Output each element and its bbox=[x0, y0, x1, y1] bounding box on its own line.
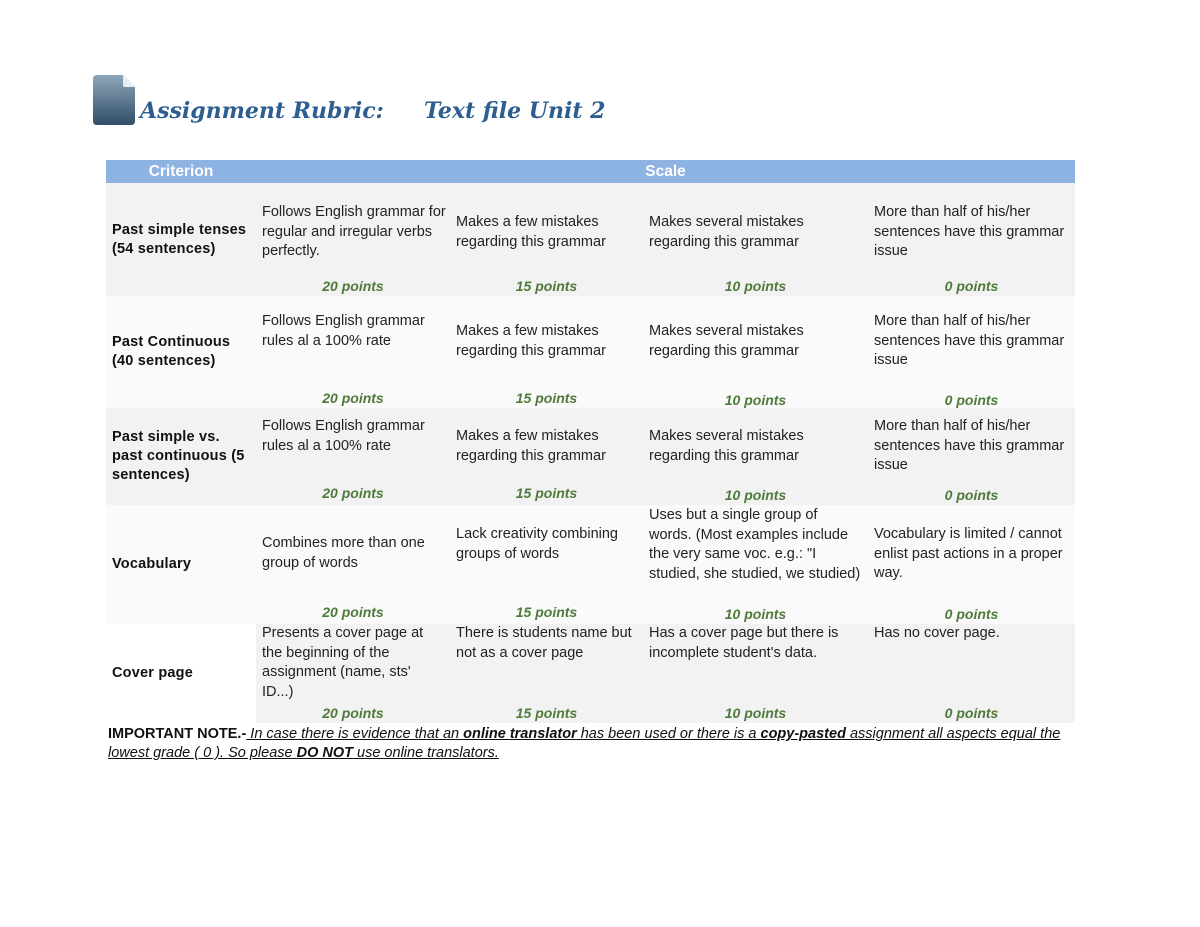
level-points: 10 points bbox=[724, 278, 787, 294]
page-title bbox=[140, 98, 606, 124]
level-description: Presents a cover page at the beginning of the assignment (name, sts' ID...) bbox=[262, 625, 424, 700]
level-description: More than half of his/her sentences have this grammar issue bbox=[874, 418, 1065, 473]
note-emphasis: online translator bbox=[463, 726, 577, 742]
note-text: assignment all aspects equal the lowest grade ( 0 ). So please bbox=[108, 726, 1061, 761]
level-points: 10 points bbox=[724, 487, 787, 503]
level-description: Follows English grammar rules al a 100% rate bbox=[262, 313, 425, 349]
criterion-header: Criterion bbox=[106, 160, 256, 183]
scale-header: Scale bbox=[256, 160, 1075, 183]
note-text: In case there is evidence that an bbox=[246, 726, 464, 742]
note-label: IMPORTANT NOTE.- bbox=[108, 726, 247, 742]
criterion-cell: Past simple vs. past continuous (5 sentences) bbox=[106, 408, 256, 505]
level-points: 10 points bbox=[724, 705, 787, 721]
level-description: Makes several mistakes regarding this grammar bbox=[649, 323, 804, 359]
note-text: has been used or there is a bbox=[576, 726, 761, 742]
level-points: 15 points bbox=[515, 604, 578, 620]
level-points: 20 points bbox=[322, 705, 384, 721]
level-description: Has a cover page but there is incomplete student's data. bbox=[649, 625, 839, 661]
level-points: 15 points bbox=[515, 278, 578, 294]
title-label: Assignment Rubric: bbox=[140, 98, 384, 124]
level-points: 10 points bbox=[724, 392, 787, 408]
criterion-cell: Vocabulary bbox=[106, 505, 256, 624]
level-points: 0 points bbox=[944, 487, 999, 503]
level-description: More than half of his/her sentences have this grammar issue bbox=[874, 313, 1065, 368]
level-description: Lack creativity combining groups of words bbox=[456, 526, 618, 562]
level-description: Vocabulary is limited / cannot enlist past actions in a proper way. bbox=[874, 526, 1063, 581]
level-points: 0 points bbox=[944, 705, 999, 721]
level-description: Combines more than one group of words bbox=[262, 535, 425, 571]
table-row bbox=[106, 505, 1075, 624]
subject-label: Text file Unit 2 bbox=[424, 98, 606, 124]
level-description: Makes a few mistakes regarding this grammar bbox=[456, 323, 606, 359]
level-description: Has no cover page. bbox=[874, 625, 1000, 641]
level-points: 0 points bbox=[944, 606, 999, 622]
note-emphasis: DO NOT bbox=[296, 745, 353, 761]
document-icon bbox=[93, 75, 135, 125]
table-row bbox=[106, 183, 1075, 296]
level-points: 20 points bbox=[322, 278, 384, 294]
criterion-cell: Past Continuous (40 sentences) bbox=[106, 296, 256, 408]
level-description: Makes a few mistakes regarding this grammar bbox=[456, 214, 606, 250]
table-row bbox=[106, 624, 1075, 723]
level-description: Follows English grammar for regular and irregular verbs perfectly. bbox=[262, 204, 446, 259]
level-description: Uses but a single group of words. (Most examples include the very same voc. e.g.: "I studied, she studied, we studied) bbox=[649, 507, 861, 582]
level-points: 15 points bbox=[515, 390, 578, 406]
level-description: Makes a few mistakes regarding this grammar bbox=[456, 428, 606, 464]
rubric-table bbox=[106, 160, 1075, 723]
criterion-cell: Past simple tenses (54 sentences) bbox=[106, 183, 256, 296]
table-header-row bbox=[106, 160, 1075, 183]
level-points: 15 points bbox=[515, 485, 578, 501]
table-row bbox=[106, 296, 1075, 408]
important-note bbox=[108, 725, 1074, 763]
level-description: There is students name but not as a cover page bbox=[456, 625, 632, 661]
note-emphasis: copy-pasted bbox=[760, 726, 846, 742]
level-points: 15 points bbox=[515, 705, 578, 721]
level-description: More than half of his/her sentences have this grammar issue bbox=[874, 204, 1065, 259]
level-description: Makes several mistakes regarding this grammar bbox=[649, 428, 804, 464]
level-points: 20 points bbox=[322, 485, 384, 501]
level-description: Makes several mistakes regarding this grammar bbox=[649, 214, 804, 250]
level-points: 0 points bbox=[944, 278, 999, 294]
level-points: 0 points bbox=[944, 392, 999, 408]
note-body bbox=[108, 726, 1060, 761]
level-points: 10 points bbox=[724, 606, 787, 622]
level-points: 20 points bbox=[322, 390, 384, 406]
level-points: 20 points bbox=[322, 604, 384, 620]
table-row bbox=[106, 408, 1075, 505]
note-text: use online translators. bbox=[353, 745, 499, 761]
criterion-cell: Cover page bbox=[106, 624, 256, 723]
level-description: Follows English grammar rules al a 100% rate bbox=[262, 418, 425, 454]
